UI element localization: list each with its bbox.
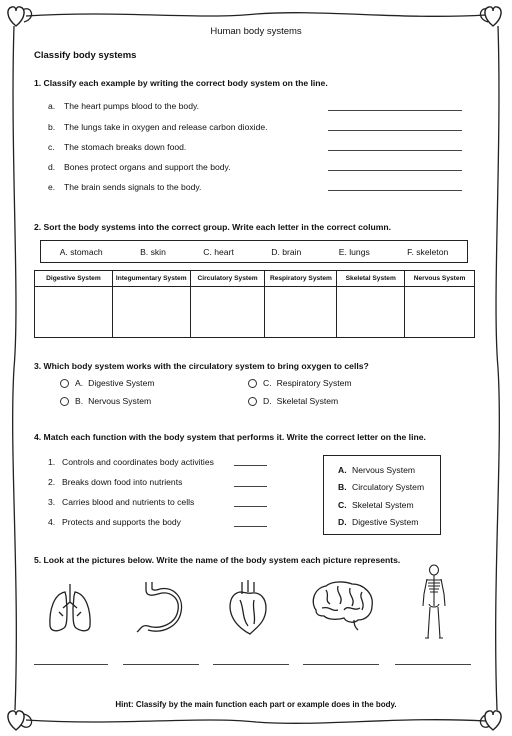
worksheet-subtitle: Classify body systems bbox=[34, 50, 137, 61]
system-letter: C. bbox=[338, 500, 347, 510]
q1-answer-line[interactable] bbox=[328, 110, 462, 111]
system-option bbox=[338, 500, 414, 510]
function-number: 4. bbox=[48, 517, 56, 527]
heart-corner-tl-icon bbox=[8, 7, 24, 26]
question-1-prompt: 1. Classify each example by writing the correct body system on the line. bbox=[34, 78, 328, 88]
radio-circle-icon[interactable] bbox=[248, 379, 257, 388]
q5-answer-line[interactable] bbox=[123, 664, 199, 665]
q1-item-letter: e. bbox=[48, 182, 56, 192]
stomach-icon bbox=[134, 580, 184, 634]
system-option bbox=[338, 517, 418, 527]
option-letter: A. bbox=[75, 378, 84, 388]
q5-answer-line[interactable] bbox=[303, 664, 379, 665]
option-letter: C. bbox=[263, 378, 272, 388]
option-letter: D. bbox=[263, 396, 272, 406]
system-text: Nervous System bbox=[352, 465, 416, 475]
heart-corner-tr-icon bbox=[485, 7, 501, 26]
sort-cell-circulatory[interactable] bbox=[190, 287, 265, 338]
word-bank bbox=[40, 240, 468, 263]
option-d[interactable] bbox=[248, 396, 338, 406]
word-bank-item: C. heart bbox=[203, 246, 234, 257]
column-header-respiratory: Respiratory System bbox=[265, 271, 337, 287]
word-bank-item: E. lungs bbox=[338, 246, 370, 257]
heart-icon bbox=[226, 578, 270, 636]
word-bank-item: A. stomach bbox=[59, 246, 103, 257]
system-text: Circulatory System bbox=[352, 482, 425, 492]
option-text: Digestive System bbox=[88, 378, 155, 388]
column-header-circulatory: Circulatory System bbox=[190, 271, 265, 287]
hint-text: Hint: Classify by the main function each part or example does in the body. bbox=[115, 700, 397, 709]
q1-item-text: The stomach breaks down food. bbox=[64, 142, 187, 152]
q1-item-text: The lungs take in oxygen and release carbon dioxide. bbox=[64, 122, 268, 132]
system-letter: D. bbox=[338, 517, 347, 527]
function-number: 2. bbox=[48, 477, 56, 487]
sort-cell-digestive[interactable] bbox=[35, 287, 113, 338]
q5-answer-line[interactable] bbox=[395, 664, 471, 665]
radio-circle-icon[interactable] bbox=[60, 379, 69, 388]
body-system-list-box bbox=[323, 455, 441, 535]
option-text: Skeletal System bbox=[276, 396, 339, 406]
system-letter: A. bbox=[338, 465, 347, 475]
radio-circle-icon[interactable] bbox=[248, 397, 257, 406]
function-text: Breaks down food into nutrients bbox=[62, 477, 183, 487]
column-header-integumentary: Integumentary System bbox=[112, 271, 190, 287]
brain-icon bbox=[308, 580, 376, 632]
q4-answer-line[interactable] bbox=[234, 506, 267, 507]
sort-cell-nervous[interactable] bbox=[405, 287, 475, 338]
q4-answer-line[interactable] bbox=[234, 465, 267, 466]
function-number: 3. bbox=[48, 497, 56, 507]
q4-answer-line[interactable] bbox=[234, 526, 267, 527]
question-2-prompt: 2. Sort the body systems into the correct group. Write each letter in the correct column. bbox=[34, 222, 392, 232]
system-option bbox=[338, 465, 415, 475]
sort-cell-integumentary[interactable] bbox=[112, 287, 190, 338]
q4-answer-line[interactable] bbox=[234, 486, 267, 487]
q1-item-letter: c. bbox=[48, 142, 55, 152]
skeleton-icon bbox=[418, 564, 450, 642]
column-header-nervous: Nervous System bbox=[405, 271, 475, 287]
q1-item-text: The heart pumps blood to the body. bbox=[64, 101, 200, 111]
option-a[interactable] bbox=[60, 378, 155, 388]
word-bank-item: D. brain bbox=[271, 246, 302, 257]
function-text: Controls and coordinates body activities bbox=[62, 457, 214, 467]
q1-answer-line[interactable] bbox=[328, 170, 462, 171]
q1-answer-line[interactable] bbox=[328, 130, 462, 131]
option-b[interactable] bbox=[60, 396, 151, 406]
q5-answer-line[interactable] bbox=[213, 664, 289, 665]
q1-item-letter: a. bbox=[48, 101, 56, 111]
word-bank-item: B. skin bbox=[140, 246, 166, 257]
q1-item-letter: b. bbox=[48, 122, 56, 132]
option-text: Respiratory System bbox=[276, 378, 352, 388]
function-text: Carries blood and nutrients to cells bbox=[62, 497, 195, 507]
q1-item-letter: d. bbox=[48, 162, 56, 172]
sort-cell-respiratory[interactable] bbox=[265, 287, 337, 338]
column-header-digestive: Digestive System bbox=[35, 271, 113, 287]
sort-cell-skeletal[interactable] bbox=[337, 287, 405, 338]
q5-answer-line[interactable] bbox=[34, 664, 108, 665]
column-header-skeletal: Skeletal System bbox=[337, 271, 405, 287]
q1-answer-line[interactable] bbox=[328, 190, 462, 191]
word-bank-item: F. skeleton bbox=[407, 246, 449, 257]
option-letter: B. bbox=[75, 396, 84, 406]
q1-answer-line[interactable] bbox=[328, 150, 462, 151]
question-5-prompt: 5. Look at the pictures below. Write the name of the body system each picture represents. bbox=[34, 555, 401, 565]
option-text: Nervous System bbox=[88, 396, 152, 406]
question-4-prompt: 4. Match each function with the body system that performs it. Write the correct letter on the line. bbox=[34, 432, 426, 442]
option-c[interactable] bbox=[248, 378, 352, 388]
function-text: Protects and supports the body bbox=[62, 517, 181, 527]
sorting-table bbox=[34, 270, 475, 338]
question-3-prompt: 3. Which body system works with the circulatory system to bring oxygen to cells? bbox=[34, 361, 369, 371]
system-text: Skeletal System bbox=[352, 500, 414, 510]
q1-item-text: Bones protect organs and support the body. bbox=[64, 162, 231, 172]
heart-corner-bl-icon bbox=[8, 711, 24, 730]
q1-item-text: The brain sends signals to the body. bbox=[64, 182, 202, 192]
system-text: Digestive System bbox=[352, 517, 419, 527]
radio-circle-icon[interactable] bbox=[60, 397, 69, 406]
page-title: Human body systems bbox=[210, 26, 302, 37]
system-letter: B. bbox=[338, 482, 347, 492]
function-number: 1. bbox=[48, 457, 56, 467]
lungs-icon bbox=[46, 582, 94, 634]
system-option bbox=[338, 482, 424, 492]
